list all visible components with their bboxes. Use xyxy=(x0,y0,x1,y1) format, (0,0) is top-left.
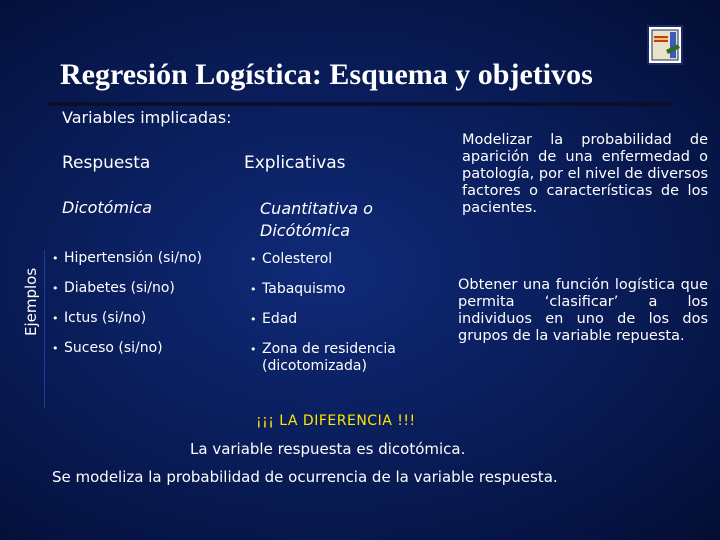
variables-label: Variables implicadas: xyxy=(62,108,232,127)
list-item: • Diabetes (si/no) xyxy=(52,280,222,297)
respuesta-examples xyxy=(52,250,222,370)
list-item: • Hipertensión (si/no) xyxy=(52,250,222,267)
difference-line-1: La variable respuesta es dicotómica. xyxy=(190,440,466,458)
document-logo-icon xyxy=(646,24,684,66)
explicativas-type-line-1: Cuantitativa o xyxy=(260,199,373,218)
explicativas-type xyxy=(260,198,373,242)
difference-line-2: Se modeliza la probabilidad de ocurrencia de la variable respuesta. xyxy=(52,468,558,486)
list-item: • Tabaquismo xyxy=(250,281,400,298)
ejemplos-label: Ejemplos xyxy=(22,267,40,336)
explicativas-type-line-2: Dicótómica xyxy=(260,221,351,240)
explicativas-examples xyxy=(250,251,400,388)
slide-title: Regresión Logística: Esquema y objetivos xyxy=(60,58,593,91)
objective-2: Obtener una función logística que permita ‘clasificar’ a los individuos en uno de los dos grupos de la variable repuesta. xyxy=(458,277,708,344)
list-item: • Edad xyxy=(250,311,400,328)
respuesta-header: Respuesta xyxy=(62,153,151,173)
list-item: • Colesterol xyxy=(250,251,400,268)
ejemplos-divider xyxy=(44,250,45,408)
list-item: • Zona de residencia (dicotomizada) xyxy=(250,341,400,375)
list-item: • Ictus (si/no) xyxy=(52,310,222,327)
difference-title: ¡¡¡ LA DIFERENCIA !!! xyxy=(256,413,416,429)
list-item: • Suceso (si/no) xyxy=(52,340,222,357)
title-divider xyxy=(48,102,670,106)
respuesta-type: Dicotómica xyxy=(62,198,153,217)
objective-1: Modelizar la probabilidad de aparición de una enfermedad o patología, por el nivel de diversos factores o características de los pacientes. xyxy=(462,132,708,216)
explicativas-header: Explicativas xyxy=(244,153,346,173)
